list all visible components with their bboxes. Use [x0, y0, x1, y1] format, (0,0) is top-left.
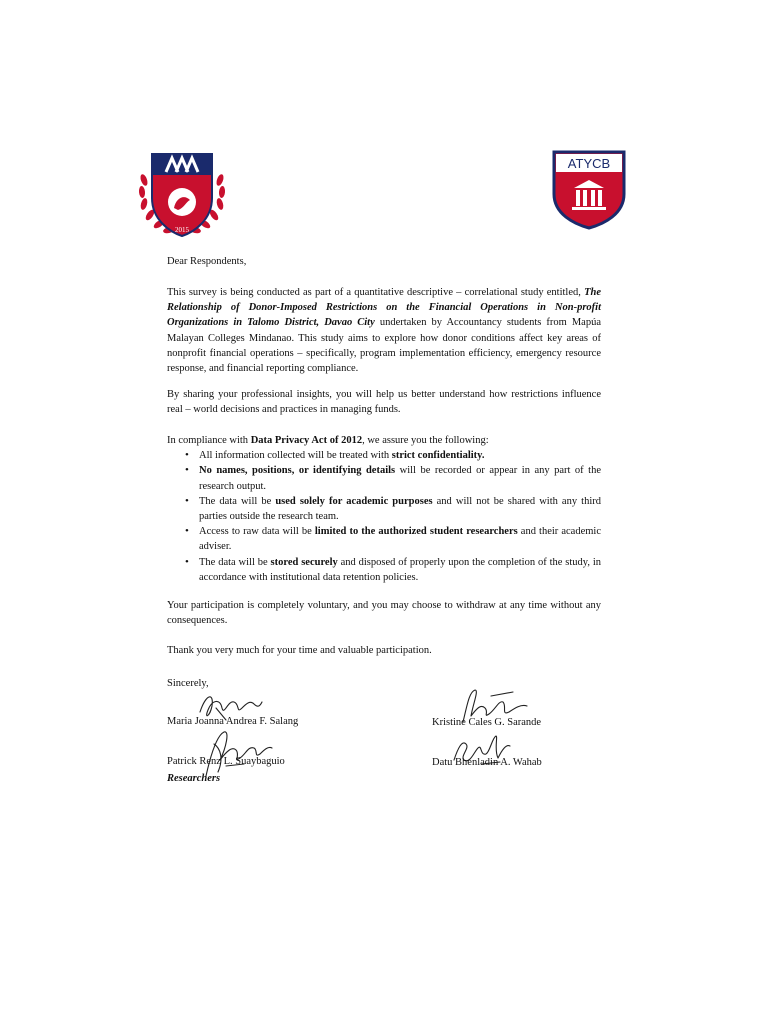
- privacy-section: [167, 433, 601, 585]
- closing: Sincerely,: [167, 678, 209, 689]
- intro-text: This survey is being conducted as part of a quantitative descriptive – correlational study entitled,: [167, 287, 585, 298]
- privacy-lead-text: In compliance with: [167, 435, 251, 446]
- privacy-lead-tail: , we assure you the following:: [362, 435, 489, 446]
- privacy-list: [167, 448, 601, 585]
- voluntary-paragraph: Your participation is completely voluntary, and you may choose to withdraw at any time without any consequences.: [167, 600, 601, 627]
- insights-paragraph: By sharing your professional insights, you will help us better understand how restrictions influence real – world decisions and practices in managing funds.: [167, 389, 601, 416]
- intro-rest: undertaken by Accountancy students from Mapúa Malayan Colleges Mindanao. This study aims to explore how donor conditions affect key areas of nonprofit financial operations – specifically, program implementation efficiency, emergency resource response, and financial reporting compliance.: [167, 317, 601, 375]
- privacy-act: Data Privacy Act of 2012: [250, 435, 363, 446]
- bullet-text: The data will be: [199, 495, 276, 507]
- bullet-text: Access to raw data will be: [199, 526, 315, 538]
- signatory-name: Datu Bhenladin A. Wahab: [432, 757, 542, 768]
- list-item: [167, 555, 601, 585]
- bullet-bold: limited to the authorized student researchers: [314, 526, 518, 538]
- list-item: [167, 524, 601, 554]
- bullet-bold: used solely for academic purposes: [275, 495, 433, 507]
- thanks-paragraph: Thank you very much for your time and valuable participation.: [167, 645, 432, 656]
- list-item: [167, 494, 601, 524]
- logo-year: 2015: [175, 226, 189, 234]
- signatory-name: Maria Joanna Andrea F. Salang: [167, 716, 299, 727]
- bullet-text: All information collected will be treated with: [199, 450, 392, 462]
- greeting: Dear Respondents,: [167, 256, 247, 267]
- logo-name: ATYCB: [567, 156, 611, 171]
- atycb-logo: [552, 150, 626, 230]
- researchers-label: Researchers: [167, 773, 221, 784]
- bullet-bold: stored securely: [270, 556, 338, 568]
- list-item: [167, 448, 601, 463]
- signatory-name: Patrick Renz L. Suaybaguio: [167, 756, 285, 767]
- signatory-name: Kristine Cales G. Sarande: [432, 717, 542, 728]
- mapua-logo: [134, 150, 230, 240]
- bullet-text: and their academic adviser.: [199, 526, 601, 553]
- bullet-bold: strict confidentiality.: [391, 450, 485, 462]
- bullet-bold: No names, positions, or identifying details: [199, 465, 396, 477]
- bullet-text: and will not be shared with any third parties outside the research team.: [199, 495, 601, 523]
- bullet-text: will be recorded or appear in any part of the research output.: [199, 465, 601, 492]
- study-title: The Relationship of Donor-Imposed Restrictions on the Financial Operations in Non-profit Organizations in Talomo District, Davao City: [167, 287, 601, 329]
- intro-paragraph: [167, 285, 601, 376]
- list-item: [167, 463, 601, 493]
- bullet-text: and disposed of properly upon the completion of the study, in accordance with institutional data retention policies.: [199, 556, 602, 583]
- privacy-lead: [167, 433, 601, 448]
- bullet-text: The data will be: [199, 556, 271, 568]
